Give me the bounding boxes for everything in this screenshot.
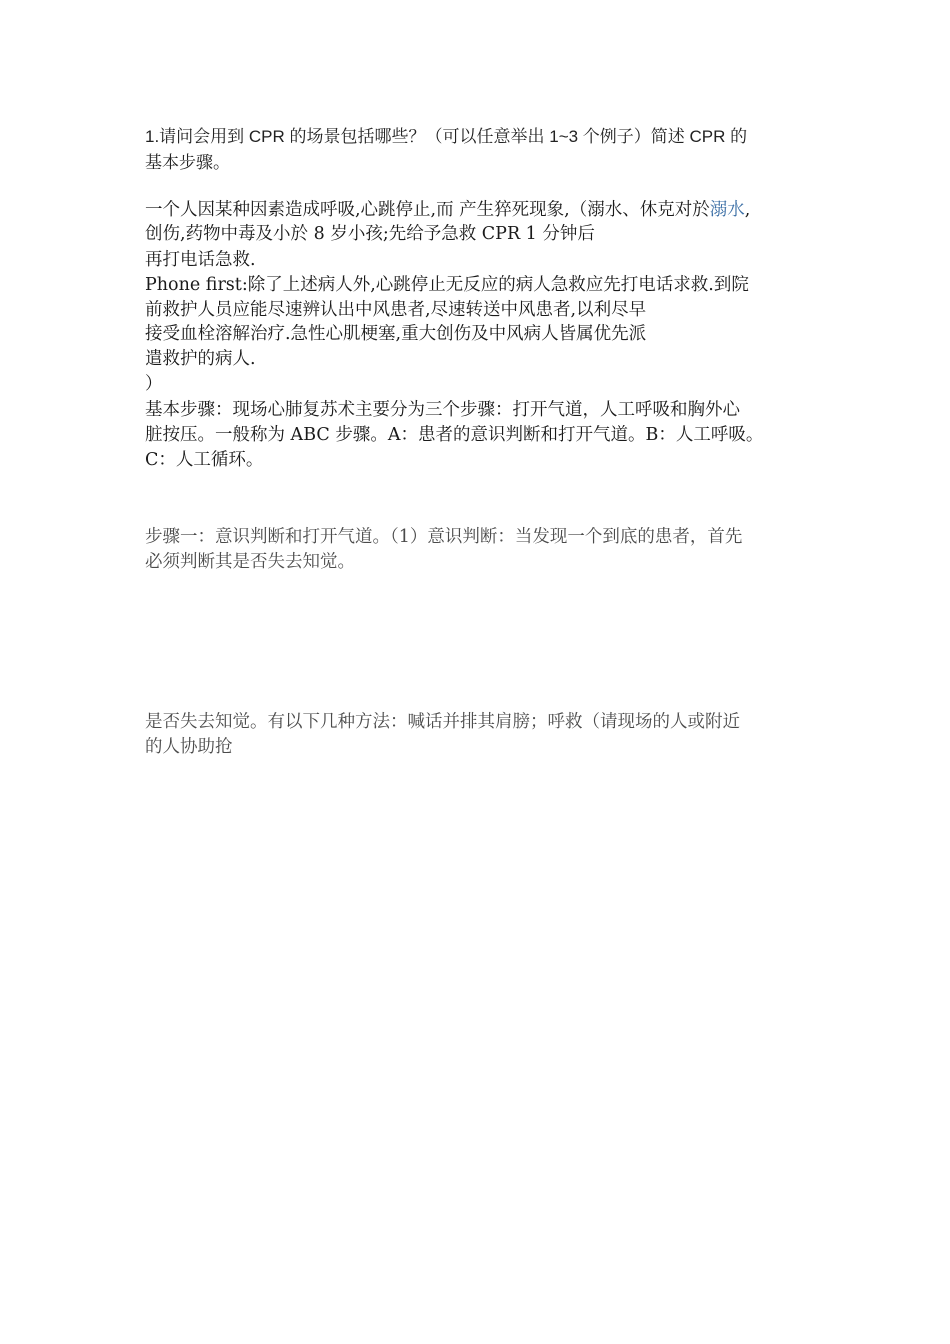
continuation-line-1: 是否失去知觉。有以下几种方法：喊话并排其肩膀；呼救（请现场的人或附近 bbox=[145, 712, 740, 732]
question-line-1: 1.请问会用到 CPR 的场景包括哪些？（可以任意举出 1~3 个例子）简述 CPR 的 bbox=[145, 127, 748, 146]
answer-line-3: 再打电话急救. bbox=[145, 250, 256, 270]
steps-line-3: C：人工循环。 bbox=[145, 450, 264, 470]
answer-line-4: Phone first:除了上述病人外,心跳停止无反应的病人急救应先打电话求救.到院 bbox=[145, 275, 749, 295]
continuation-line-2: 的人协助抢 bbox=[145, 737, 233, 757]
answer-line-1 bbox=[145, 198, 750, 222]
answer-line-1-text: 一个人因某种因素造成呼吸,心跳停止,而 产生猝死现象,（溺水、休克对於 bbox=[145, 200, 710, 220]
question-line-2: 基本步骤。 bbox=[145, 153, 230, 172]
step-one-line-2: 必须判断其是否失去知觉。 bbox=[145, 552, 355, 572]
steps-line-2: 脏按压。一般称为 ABC 步骤。A：患者的意识判断和打开气道。B：人工呼吸。 bbox=[145, 425, 764, 445]
step-one-line-1: 步骤一：意识判断和打开气道。（1）意识判断：当发现一个到底的患者，首先 bbox=[145, 527, 743, 547]
answer-line-5: 前救护人员应能尽速辨认出中风患者,尽速转送中风患者,以利尽早 bbox=[145, 300, 647, 320]
answer-line-7: 遣救护的病人. bbox=[145, 349, 256, 369]
answer-line-1-end: , bbox=[744, 200, 751, 220]
answer-line-8: ） bbox=[145, 374, 163, 394]
drowning-link[interactable]: 溺水 bbox=[709, 200, 745, 220]
answer-line-2: 创伤,药物中毒及小於 8 岁小孩;先给予急救 CPR 1 分钟后 bbox=[145, 224, 595, 244]
steps-line-1: 基本步骤：现场心肺复苏术主要分为三个步骤：打开气道，人工呼吸和胸外心 bbox=[145, 400, 740, 420]
answer-line-6: 接受血栓溶解治疗.急性心肌梗塞,重大创伤及中风病人皆属优先派 bbox=[145, 324, 647, 344]
